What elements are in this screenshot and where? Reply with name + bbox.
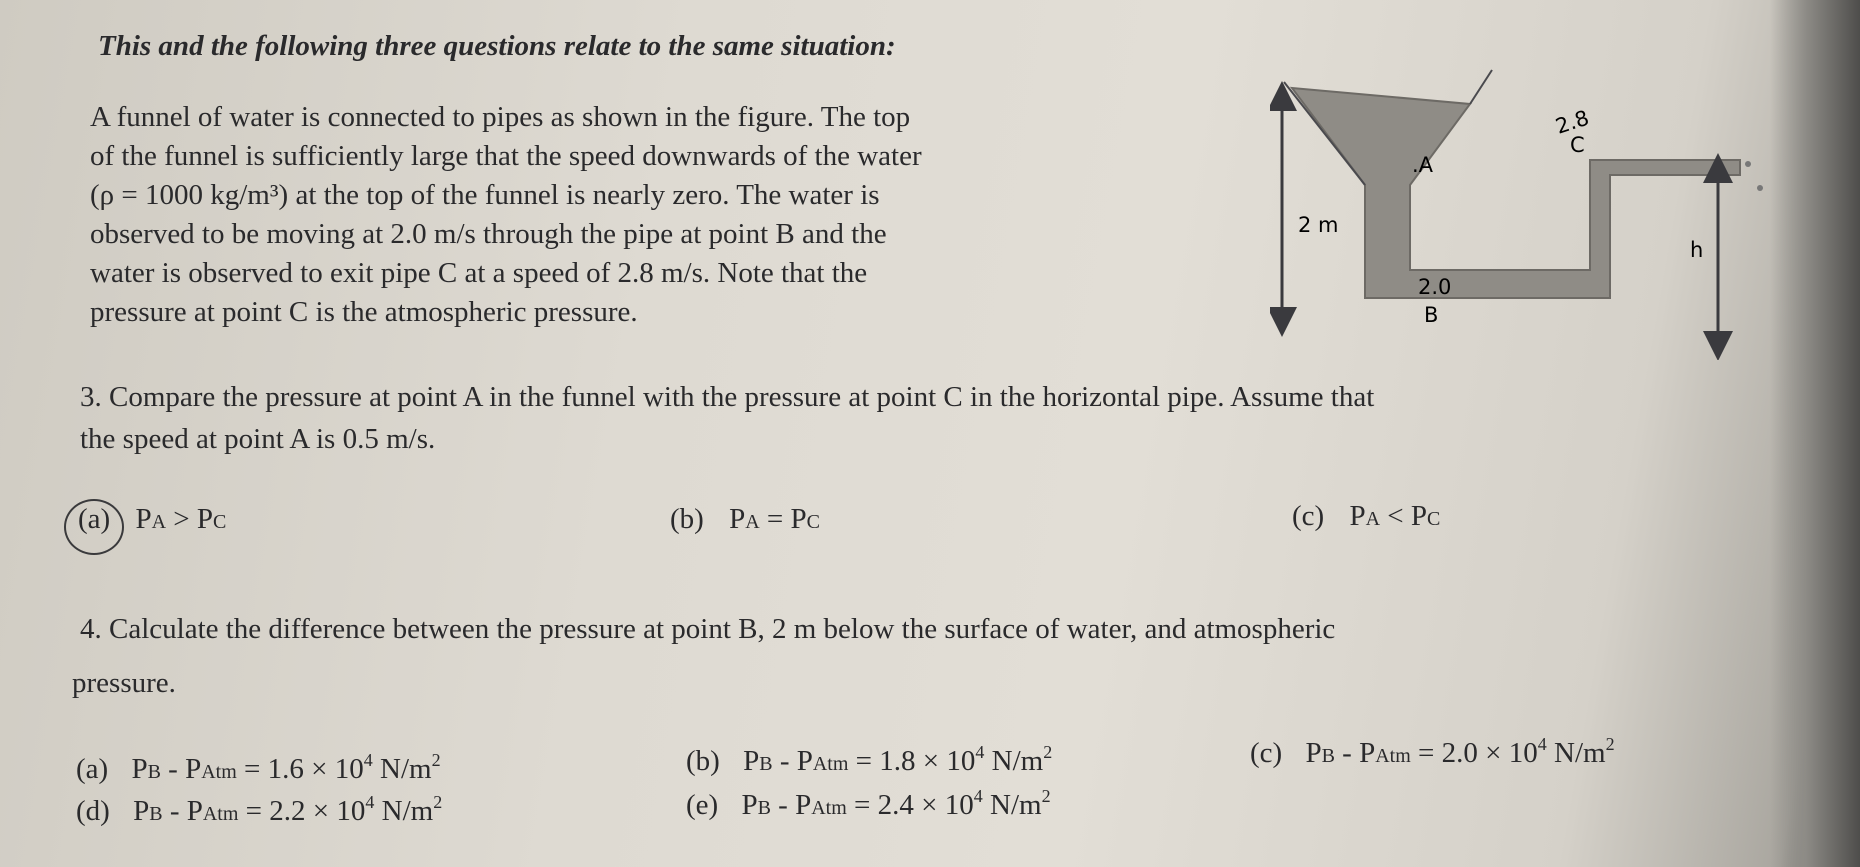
option-label: (b) [686, 745, 720, 777]
option-label: (a) [78, 503, 111, 535]
intro-line: of the funnel is sufficiently large that the speed downwards of the water [90, 140, 922, 172]
label-b: B [1424, 303, 1439, 327]
page-edge-shadow [1770, 0, 1860, 867]
q4-line-1: 4. Calculate the difference between the pressure at point B, 2 m below the surface of water, and atmospheric [80, 613, 1336, 645]
q3-option-a[interactable]: (a) PA > PC [78, 503, 227, 535]
intro-line: A funnel of water is connected to pipes as shown in the figure. The top [90, 101, 911, 133]
option-label: (e) [686, 789, 719, 821]
option-label: (c) [1250, 737, 1283, 769]
intro-paragraph [90, 98, 922, 332]
q4-option-b[interactable]: (b) PB - PAtm = $1.8 \times 10^4$ $N/m^2$ [686, 742, 1053, 777]
q4-option-c[interactable]: (c) PB - PAtm = $2.0 \times 10^4$ $N/m^2$ [1250, 734, 1615, 769]
handwritten-2-0: 2.0 [1418, 275, 1452, 299]
water-body [1292, 88, 1740, 298]
q3-line-2: the speed at point A is 0.5 m/s. [80, 423, 436, 455]
option-label: (c) [1292, 500, 1325, 532]
option-label: (d) [76, 795, 110, 827]
label-c: C [1570, 133, 1585, 157]
option-label: (a) [76, 753, 109, 785]
section-heading: This and the following three questions relate to the same situation: [98, 30, 896, 62]
q4-option-d[interactable]: (d) PB - PAtm = $2.2 \times 10^4$ $N/m^2$ [76, 792, 443, 827]
intro-line: pressure at point C is the atmospheric pressure. [90, 296, 638, 328]
label-a: .A [1412, 153, 1434, 177]
q4-option-a[interactable]: (a) PB - PAtm = $1.6 \times 10^4$ $N/m^2$ [76, 750, 441, 785]
intro-line: observed to be moving at 2.0 m/s through the pipe at point B and the [90, 218, 887, 250]
q3-option-c[interactable]: (c) PA < PC [1292, 500, 1441, 532]
water-drop [1745, 161, 1751, 167]
intro-line: (ρ = 1000 kg/m³) at the top of the funnel is nearly zero. The water is [90, 179, 880, 211]
water-drop [1757, 185, 1763, 191]
intro-line: water is observed to exit pipe C at a speed of 2.8 m/s. Note that the [90, 257, 868, 289]
handwritten-2-8: 2.8 [1552, 105, 1592, 139]
q3-line-1: 3. Compare the pressure at point A in the funnel with the pressure at point C in the horizontal pipe. Assume that [80, 381, 1375, 413]
funnel-right-wall [1470, 70, 1492, 104]
funnel-pipe-figure [1270, 60, 1770, 360]
option-label: (b) [670, 503, 704, 535]
label-2m: 2 m [1298, 213, 1339, 237]
q3-option-b[interactable]: (b) PA = PC [670, 503, 820, 535]
label-h: h [1690, 238, 1704, 262]
q4-line-2: pressure. [72, 667, 176, 699]
q4-option-e[interactable]: (e) PB - PAtm = $2.4 \times 10^4$ $N/m^2$ [686, 786, 1051, 821]
